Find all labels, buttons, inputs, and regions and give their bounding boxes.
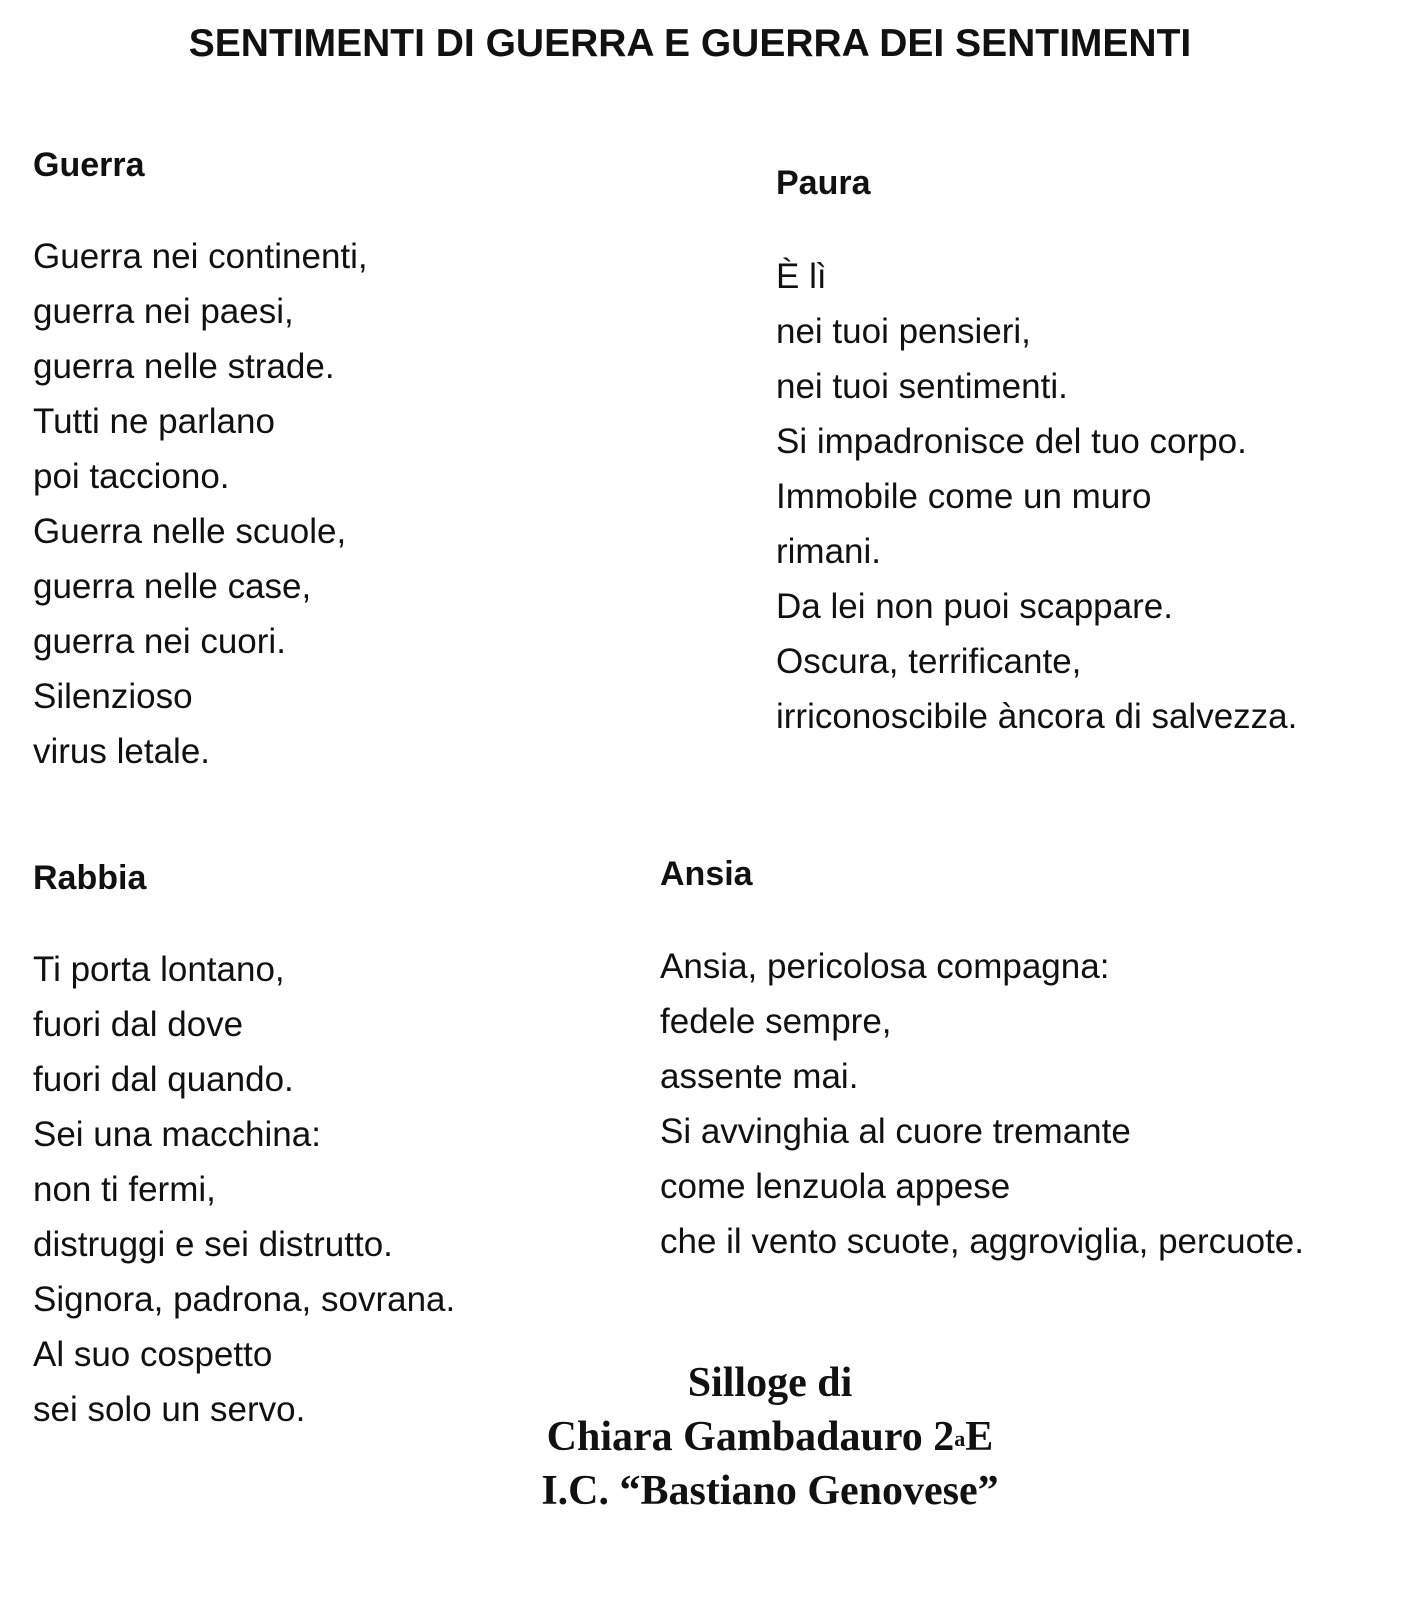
- author-name: Chiara Gambadauro 2: [546, 1414, 955, 1460]
- verse-line: Oscura, terrificante,: [776, 642, 1082, 681]
- verse-line: guerra nei cuori.: [33, 622, 286, 661]
- verse-line: Al suo cospetto: [33, 1335, 273, 1374]
- poem-ansia: [660, 854, 1304, 1269]
- poem-title: Paura: [776, 164, 871, 202]
- poem-verses: [33, 942, 455, 1437]
- poem-title: Rabbia: [33, 859, 147, 897]
- verse-line: È lì: [776, 257, 827, 296]
- verse-line: come lenzuola appese: [660, 1167, 1011, 1206]
- verse-line: nei tuoi pensieri,: [776, 312, 1031, 351]
- page-title: SENTIMENTI DI GUERRA E GUERRA DEI SENTIMENTI: [188, 22, 1192, 65]
- verse-line: Da lei non puoi scappare.: [776, 587, 1173, 626]
- verse-line: guerra nei paesi,: [33, 292, 294, 331]
- verse-line: Immobile come un muro: [776, 477, 1152, 516]
- poem-paura: [776, 163, 1297, 744]
- verse-line: Signora, padrona, sovrana.: [33, 1280, 456, 1319]
- verse-line: irriconoscibile àncora di salvezza.: [776, 697, 1298, 736]
- verse-line: sei solo un servo.: [33, 1390, 306, 1429]
- poem-title: Ansia: [660, 855, 753, 893]
- credits-author: [500, 1410, 1040, 1464]
- verse-line: Sei una macchina:: [33, 1115, 321, 1154]
- credits: [500, 1356, 1040, 1518]
- verse-line: Guerra nei continenti,: [33, 237, 368, 276]
- poem-verses: [33, 229, 368, 779]
- verse-line: non ti fermi,: [33, 1170, 216, 1209]
- verse-line: rimani.: [776, 532, 882, 571]
- verse-line: guerra nelle strade.: [33, 347, 335, 386]
- verse-line: poi tacciono.: [33, 457, 230, 496]
- verse-line: nei tuoi sentimenti.: [776, 367, 1068, 406]
- credits-intro: Silloge di: [687, 1360, 853, 1406]
- class-letter: E: [965, 1414, 994, 1460]
- poem-verses: [776, 249, 1297, 744]
- credits-school: I.C. “Bastiano Genovese”: [541, 1468, 999, 1514]
- verse-line: che il vento scuote, aggroviglia, percuote.: [660, 1222, 1304, 1261]
- verse-line: Silenzioso: [33, 677, 193, 716]
- verse-line: assente mai.: [660, 1057, 859, 1096]
- verse-line: Si avvinghia al cuore tremante: [660, 1112, 1131, 1151]
- verse-line: distruggi e sei distrutto.: [33, 1225, 393, 1264]
- verse-line: Guerra nelle scuole,: [33, 512, 347, 551]
- verse-line: Ansia, pericolosa compagna:: [660, 947, 1110, 986]
- poem-guerra: [33, 145, 368, 779]
- verse-line: fedele sempre,: [660, 1002, 892, 1041]
- poem-rabbia: [33, 858, 455, 1437]
- poem-verses: [660, 939, 1304, 1269]
- verse-line: virus letale.: [33, 732, 211, 771]
- verse-line: fuori dal dove: [33, 1005, 244, 1044]
- poem-title: Guerra: [33, 146, 145, 184]
- verse-line: fuori dal quando.: [33, 1060, 294, 1099]
- verse-line: Tutti ne parlano: [33, 402, 275, 441]
- verse-line: guerra nelle case,: [33, 567, 312, 606]
- class-superscript: a: [954, 1426, 966, 1451]
- verse-line: Ti porta lontano,: [33, 950, 285, 989]
- verse-line: Si impadronisce del tuo corpo.: [776, 422, 1247, 461]
